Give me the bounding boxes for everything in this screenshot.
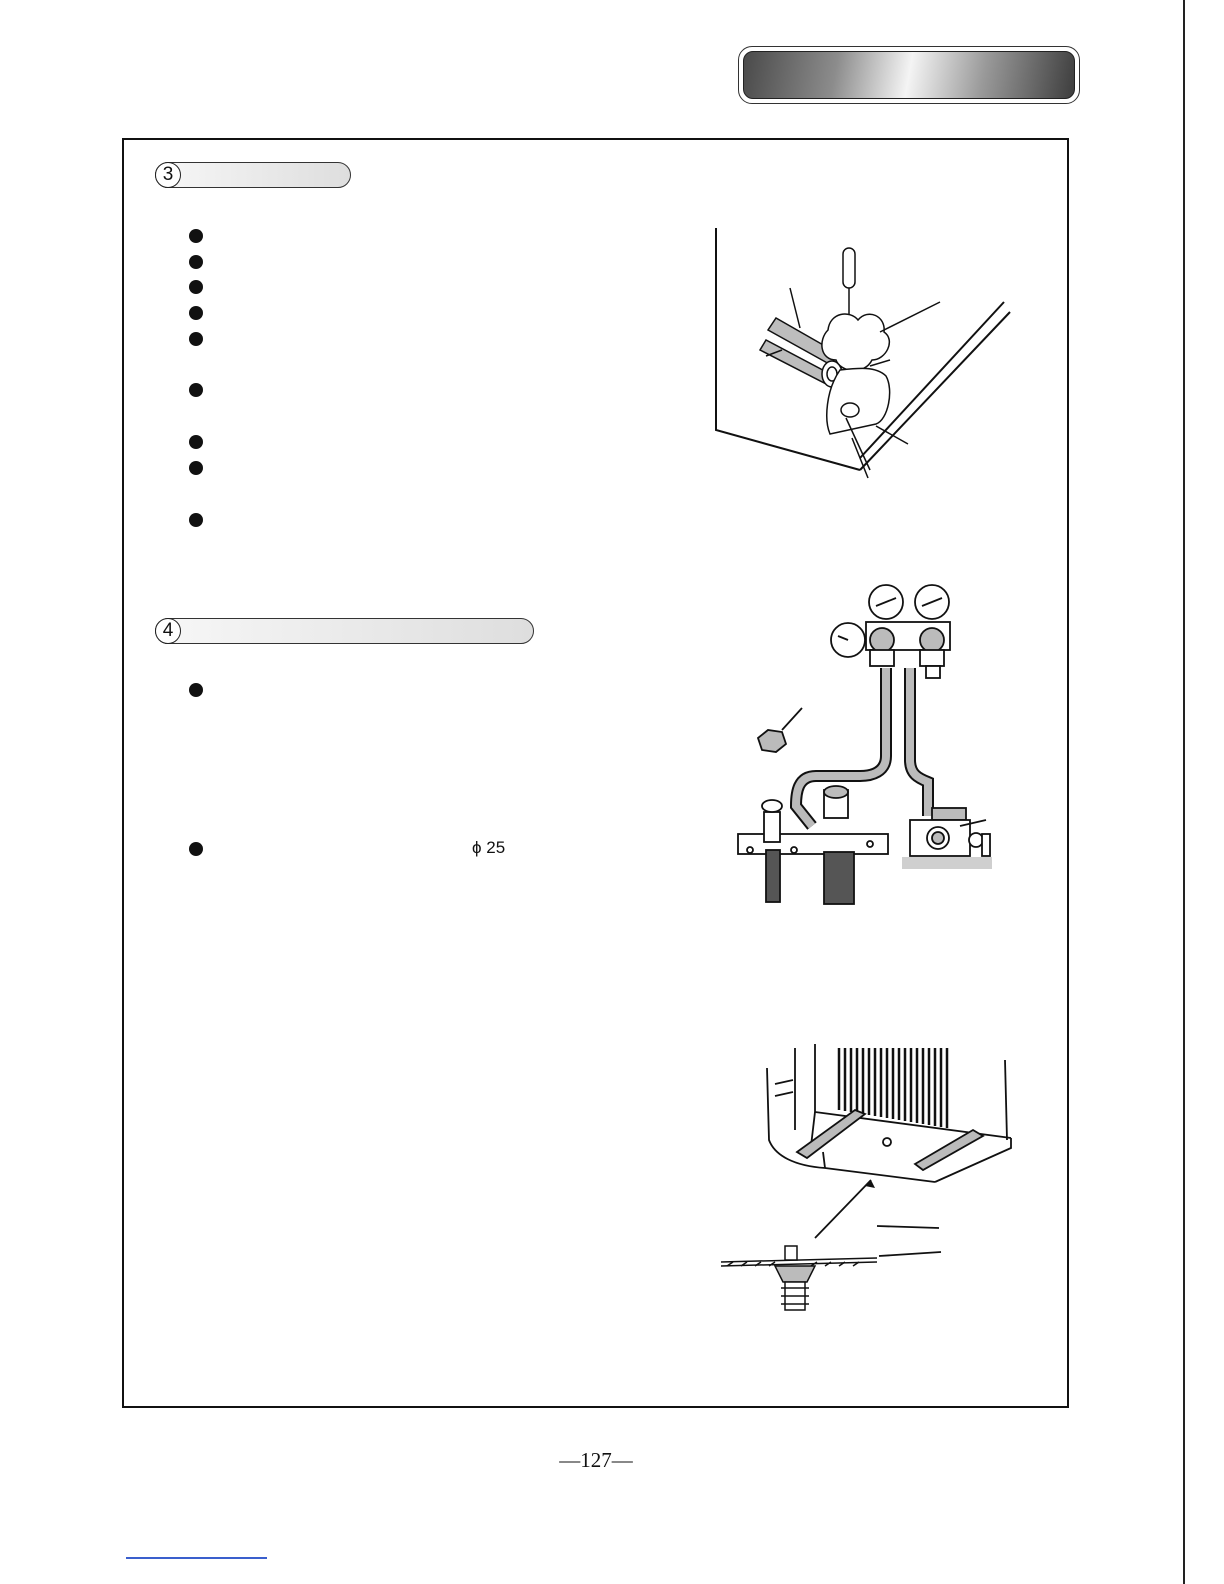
header-badge <box>738 46 1080 104</box>
page-edge-rule <box>1183 0 1185 1584</box>
pipe-diameter-label: ϕ 25 <box>472 838 506 857</box>
bullet <box>189 383 203 397</box>
section-4-header <box>155 618 534 644</box>
bullet <box>189 461 203 475</box>
bullet <box>189 683 203 697</box>
manifold-gauge-illustration <box>720 580 1010 905</box>
bullet <box>189 280 203 294</box>
bullet <box>189 513 203 527</box>
page-number: —127— <box>559 1448 633 1472</box>
header-badge-gradient <box>743 51 1075 99</box>
unit-mounting-bracket-illustration <box>715 1040 1030 1320</box>
section-3-number: 3 <box>155 162 181 188</box>
bullet <box>189 842 203 856</box>
section-3-header <box>155 162 351 188</box>
bullet <box>189 229 203 243</box>
bullet <box>189 306 203 320</box>
section-4-number: 4 <box>155 618 181 644</box>
bullet <box>189 435 203 449</box>
footer-link-underline[interactable] <box>126 1557 267 1559</box>
pipe-wrapping-illustration <box>700 220 1030 490</box>
bullet <box>189 332 203 346</box>
bullet <box>189 255 203 269</box>
